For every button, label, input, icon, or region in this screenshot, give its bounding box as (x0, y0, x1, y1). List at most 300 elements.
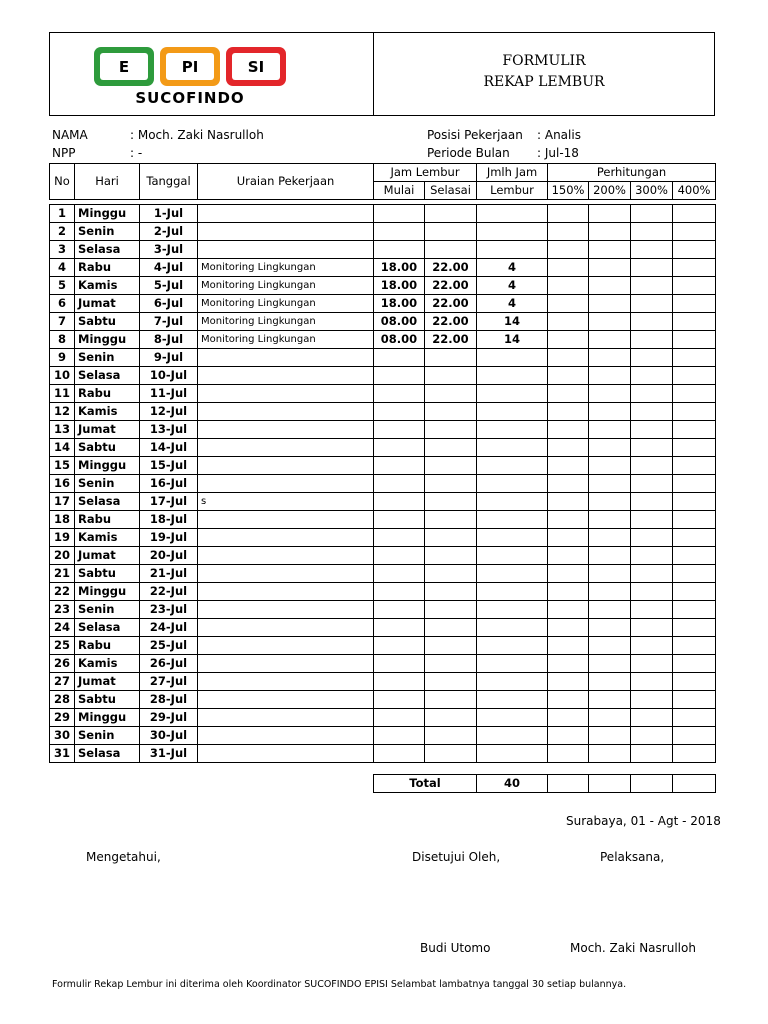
row-hari: Selasa (75, 619, 140, 637)
row-jumlah-jam (477, 439, 548, 457)
row-selesai (425, 547, 477, 565)
row-400 (673, 205, 716, 223)
row-jumlah-jam (477, 583, 548, 601)
total-table (373, 774, 716, 793)
table-row (50, 727, 716, 745)
row-400 (673, 493, 716, 511)
table-row (50, 421, 716, 439)
row-400 (673, 439, 716, 457)
row-mulai (374, 619, 425, 637)
row-300 (631, 349, 673, 367)
row-mulai (374, 511, 425, 529)
row-hari: Senin (75, 349, 140, 367)
header-lembur: Lembur (477, 182, 548, 200)
row-jumlah-jam (477, 457, 548, 475)
row-150 (548, 277, 589, 295)
row-200 (589, 349, 631, 367)
table-row (50, 709, 716, 727)
row-selesai (425, 439, 477, 457)
header-tanggal: Tanggal (140, 164, 198, 200)
table-row (50, 349, 716, 367)
row-tanggal: 8-Jul (140, 331, 198, 349)
row-tanggal: 30-Jul (140, 727, 198, 745)
row-hari: Sabtu (75, 691, 140, 709)
row-hari: Minggu (75, 205, 140, 223)
row-hari: Selasa (75, 745, 140, 763)
place-date: Surabaya, 01 - Agt - 2018 (566, 814, 721, 828)
row-200 (589, 709, 631, 727)
row-selesai (425, 205, 477, 223)
table-row (50, 529, 716, 547)
row-150 (548, 439, 589, 457)
row-tanggal: 9-Jul (140, 349, 198, 367)
row-hari: Senin (75, 223, 140, 241)
row-400 (673, 709, 716, 727)
row-uraian (198, 727, 374, 745)
row-150 (548, 547, 589, 565)
row-150 (548, 565, 589, 583)
table-row (50, 367, 716, 385)
table-row (50, 547, 716, 565)
row-400 (673, 601, 716, 619)
row-300 (631, 403, 673, 421)
row-uraian (198, 439, 374, 457)
row-tanggal: 21-Jul (140, 565, 198, 583)
row-tanggal: 19-Jul (140, 529, 198, 547)
row-no: 28 (50, 691, 75, 709)
row-selesai (425, 457, 477, 475)
row-tanggal: 28-Jul (140, 691, 198, 709)
row-mulai (374, 745, 425, 763)
row-300 (631, 493, 673, 511)
row-uraian (198, 223, 374, 241)
row-jumlah-jam (477, 367, 548, 385)
row-selesai (425, 709, 477, 727)
table-row (50, 565, 716, 583)
row-uraian (198, 385, 374, 403)
posisi-value: : Analis (537, 128, 581, 142)
row-mulai: 18.00 (374, 277, 425, 295)
row-150 (548, 691, 589, 709)
title-line-2: REKAP LEMBUR (483, 74, 605, 90)
row-mulai (374, 439, 425, 457)
approver-name: Budi Utomo (420, 941, 491, 955)
row-150 (548, 601, 589, 619)
total-200 (589, 775, 631, 793)
row-150 (548, 241, 589, 259)
row-300 (631, 601, 673, 619)
row-jumlah-jam: 14 (477, 313, 548, 331)
row-300 (631, 511, 673, 529)
row-tanggal: 27-Jul (140, 673, 198, 691)
row-uraian: Monitoring Lingkungan (198, 259, 374, 277)
row-300 (631, 277, 673, 295)
row-300 (631, 295, 673, 313)
row-selesai: 22.00 (425, 277, 477, 295)
row-150 (548, 385, 589, 403)
row-300 (631, 475, 673, 493)
mengetahui-label: Mengetahui, (86, 850, 161, 864)
row-400 (673, 457, 716, 475)
nama-label: NAMA (52, 128, 88, 142)
row-150 (548, 583, 589, 601)
row-150 (548, 223, 589, 241)
row-200 (589, 691, 631, 709)
row-200 (589, 601, 631, 619)
row-mulai (374, 385, 425, 403)
row-200 (589, 205, 631, 223)
row-mulai (374, 529, 425, 547)
row-tanggal: 23-Jul (140, 601, 198, 619)
table-header (49, 163, 716, 200)
row-selesai (425, 745, 477, 763)
row-no: 18 (50, 511, 75, 529)
form-header (49, 32, 715, 116)
row-hari: Rabu (75, 637, 140, 655)
row-400 (673, 421, 716, 439)
row-400 (673, 349, 716, 367)
table-row (50, 403, 716, 421)
row-300 (631, 691, 673, 709)
row-jumlah-jam (477, 223, 548, 241)
row-tanggal: 17-Jul (140, 493, 198, 511)
total-400 (673, 775, 716, 793)
row-uraian (198, 511, 374, 529)
row-400 (673, 277, 716, 295)
table-row (50, 493, 716, 511)
row-mulai (374, 493, 425, 511)
row-jumlah-jam (477, 727, 548, 745)
row-jumlah-jam: 14 (477, 331, 548, 349)
row-no: 26 (50, 655, 75, 673)
row-mulai (374, 709, 425, 727)
row-300 (631, 547, 673, 565)
logo-letter-pi: PI (166, 53, 214, 80)
row-uraian (198, 241, 374, 259)
row-200 (589, 277, 631, 295)
table-row (50, 673, 716, 691)
row-hari: Kamis (75, 277, 140, 295)
row-jumlah-jam (477, 601, 548, 619)
row-no: 1 (50, 205, 75, 223)
total-value: 40 (477, 775, 548, 793)
row-tanggal: 11-Jul (140, 385, 198, 403)
row-300 (631, 439, 673, 457)
row-uraian: Monitoring Lingkungan (198, 277, 374, 295)
row-200 (589, 385, 631, 403)
row-hari: Kamis (75, 529, 140, 547)
row-jumlah-jam (477, 619, 548, 637)
row-selesai (425, 691, 477, 709)
row-300 (631, 223, 673, 241)
row-hari: Selasa (75, 493, 140, 511)
row-150 (548, 205, 589, 223)
row-150 (548, 709, 589, 727)
row-uraian (198, 457, 374, 475)
row-150 (548, 529, 589, 547)
row-jumlah-jam (477, 709, 548, 727)
row-mulai (374, 565, 425, 583)
row-no: 20 (50, 547, 75, 565)
row-no: 4 (50, 259, 75, 277)
row-400 (673, 673, 716, 691)
row-400 (673, 655, 716, 673)
row-300 (631, 313, 673, 331)
row-uraian (198, 637, 374, 655)
row-jumlah-jam: 4 (477, 295, 548, 313)
row-400 (673, 367, 716, 385)
row-200 (589, 511, 631, 529)
row-no: 29 (50, 709, 75, 727)
row-selesai (425, 367, 477, 385)
row-uraian (198, 205, 374, 223)
row-mulai (374, 727, 425, 745)
row-200 (589, 727, 631, 745)
header-150: 150% (548, 182, 589, 200)
table-row (50, 583, 716, 601)
table-row (50, 655, 716, 673)
row-tanggal: 24-Jul (140, 619, 198, 637)
logo-letter-e: E (100, 53, 148, 80)
row-200 (589, 223, 631, 241)
row-150 (548, 457, 589, 475)
row-uraian (198, 691, 374, 709)
row-no: 23 (50, 601, 75, 619)
row-300 (631, 619, 673, 637)
row-150 (548, 313, 589, 331)
header-400: 400% (673, 182, 716, 200)
header-selesai: Selasai (425, 182, 477, 200)
row-uraian (198, 349, 374, 367)
row-no: 14 (50, 439, 75, 457)
row-hari: Minggu (75, 709, 140, 727)
row-jumlah-jam (477, 673, 548, 691)
row-400 (673, 259, 716, 277)
row-400 (673, 223, 716, 241)
table-row (50, 745, 716, 763)
total-300 (631, 775, 673, 793)
row-200 (589, 475, 631, 493)
executor-name: Moch. Zaki Nasrulloh (570, 941, 696, 955)
row-jumlah-jam (477, 745, 548, 763)
row-uraian (198, 421, 374, 439)
title-line-1: FORMULIR (502, 53, 586, 69)
row-tanggal: 3-Jul (140, 241, 198, 259)
row-tanggal: 25-Jul (140, 637, 198, 655)
row-no: 22 (50, 583, 75, 601)
row-jumlah-jam: 4 (477, 277, 548, 295)
row-200 (589, 637, 631, 655)
row-150 (548, 475, 589, 493)
row-150 (548, 349, 589, 367)
row-no: 12 (50, 403, 75, 421)
row-300 (631, 565, 673, 583)
row-hari: Sabtu (75, 439, 140, 457)
row-no: 9 (50, 349, 75, 367)
row-150 (548, 493, 589, 511)
row-selesai (425, 403, 477, 421)
row-hari: Minggu (75, 331, 140, 349)
row-150 (548, 727, 589, 745)
row-tanggal: 20-Jul (140, 547, 198, 565)
row-hari: Sabtu (75, 313, 140, 331)
row-hari: Minggu (75, 583, 140, 601)
row-jumlah-jam (477, 205, 548, 223)
row-tanggal: 22-Jul (140, 583, 198, 601)
row-jumlah-jam (477, 691, 548, 709)
row-150 (548, 637, 589, 655)
header-300: 300% (631, 182, 673, 200)
row-hari: Kamis (75, 403, 140, 421)
row-300 (631, 331, 673, 349)
row-tanggal: 18-Jul (140, 511, 198, 529)
row-mulai (374, 241, 425, 259)
row-150 (548, 367, 589, 385)
table-row (50, 457, 716, 475)
row-tanggal: 10-Jul (140, 367, 198, 385)
row-selesai (425, 421, 477, 439)
row-selesai (425, 619, 477, 637)
header-mulai: Mulai (374, 182, 425, 200)
row-tanggal: 2-Jul (140, 223, 198, 241)
logo-letter-si: SI (232, 53, 280, 80)
row-150 (548, 403, 589, 421)
row-no: 17 (50, 493, 75, 511)
row-no: 24 (50, 619, 75, 637)
row-400 (673, 313, 716, 331)
logo-company-name: SUCOFINDO (135, 89, 245, 107)
table-row (50, 511, 716, 529)
row-mulai (374, 691, 425, 709)
row-300 (631, 241, 673, 259)
row-tanggal: 4-Jul (140, 259, 198, 277)
row-hari: Kamis (75, 655, 140, 673)
row-mulai: 18.00 (374, 259, 425, 277)
table-row (50, 241, 716, 259)
row-300 (631, 205, 673, 223)
row-mulai (374, 457, 425, 475)
row-mulai (374, 349, 425, 367)
row-mulai (374, 403, 425, 421)
row-200 (589, 295, 631, 313)
row-selesai (425, 673, 477, 691)
table-row (50, 331, 716, 349)
row-mulai (374, 367, 425, 385)
row-uraian (198, 619, 374, 637)
row-selesai (425, 349, 477, 367)
row-no: 2 (50, 223, 75, 241)
row-tanggal: 12-Jul (140, 403, 198, 421)
row-200 (589, 259, 631, 277)
table-row (50, 259, 716, 277)
npp-value: : - (130, 146, 143, 160)
row-uraian (198, 547, 374, 565)
periode-label: Periode Bulan (427, 146, 510, 160)
logo-e-box (94, 47, 154, 86)
row-selesai (425, 637, 477, 655)
row-tanggal: 6-Jul (140, 295, 198, 313)
table-row (50, 385, 716, 403)
row-uraian (198, 583, 374, 601)
row-selesai (425, 241, 477, 259)
row-mulai (374, 583, 425, 601)
row-150 (548, 421, 589, 439)
row-200 (589, 457, 631, 475)
row-200 (589, 421, 631, 439)
row-mulai (374, 547, 425, 565)
row-hari: Jumat (75, 295, 140, 313)
row-jumlah-jam (477, 349, 548, 367)
row-selesai (425, 529, 477, 547)
header-jmlh-jam: Jmlh Jam (477, 164, 548, 182)
row-uraian (198, 565, 374, 583)
row-no: 13 (50, 421, 75, 439)
overtime-table (49, 204, 716, 763)
row-300 (631, 259, 673, 277)
row-jumlah-jam (477, 403, 548, 421)
row-jumlah-jam (477, 493, 548, 511)
row-no: 30 (50, 727, 75, 745)
row-selesai (425, 655, 477, 673)
row-jumlah-jam (477, 637, 548, 655)
posisi-label: Posisi Pekerjaan (427, 128, 523, 142)
row-mulai (374, 655, 425, 673)
row-tanggal: 29-Jul (140, 709, 198, 727)
header-hari: Hari (75, 164, 140, 200)
row-400 (673, 637, 716, 655)
row-200 (589, 583, 631, 601)
row-mulai: 08.00 (374, 313, 425, 331)
table-row (50, 295, 716, 313)
row-tanggal: 7-Jul (140, 313, 198, 331)
row-hari: Selasa (75, 241, 140, 259)
row-no: 19 (50, 529, 75, 547)
row-400 (673, 385, 716, 403)
row-selesai (425, 475, 477, 493)
row-300 (631, 727, 673, 745)
table-row (50, 205, 716, 223)
row-no: 31 (50, 745, 75, 763)
row-uraian (198, 475, 374, 493)
row-hari: Senin (75, 601, 140, 619)
periode-value: : Jul-18 (537, 146, 579, 160)
row-tanggal: 5-Jul (140, 277, 198, 295)
row-300 (631, 421, 673, 439)
row-mulai (374, 205, 425, 223)
row-400 (673, 331, 716, 349)
row-400 (673, 511, 716, 529)
row-selesai: 22.00 (425, 259, 477, 277)
row-400 (673, 745, 716, 763)
row-hari: Senin (75, 727, 140, 745)
row-200 (589, 565, 631, 583)
row-uraian (198, 403, 374, 421)
table-row (50, 223, 716, 241)
table-row (50, 691, 716, 709)
row-hari: Rabu (75, 511, 140, 529)
row-400 (673, 403, 716, 421)
row-uraian: s (198, 493, 374, 511)
row-200 (589, 745, 631, 763)
table-row (50, 601, 716, 619)
row-uraian: Monitoring Lingkungan (198, 331, 374, 349)
row-no: 3 (50, 241, 75, 259)
row-mulai (374, 421, 425, 439)
row-hari: Jumat (75, 421, 140, 439)
row-no: 11 (50, 385, 75, 403)
row-200 (589, 493, 631, 511)
row-400 (673, 691, 716, 709)
